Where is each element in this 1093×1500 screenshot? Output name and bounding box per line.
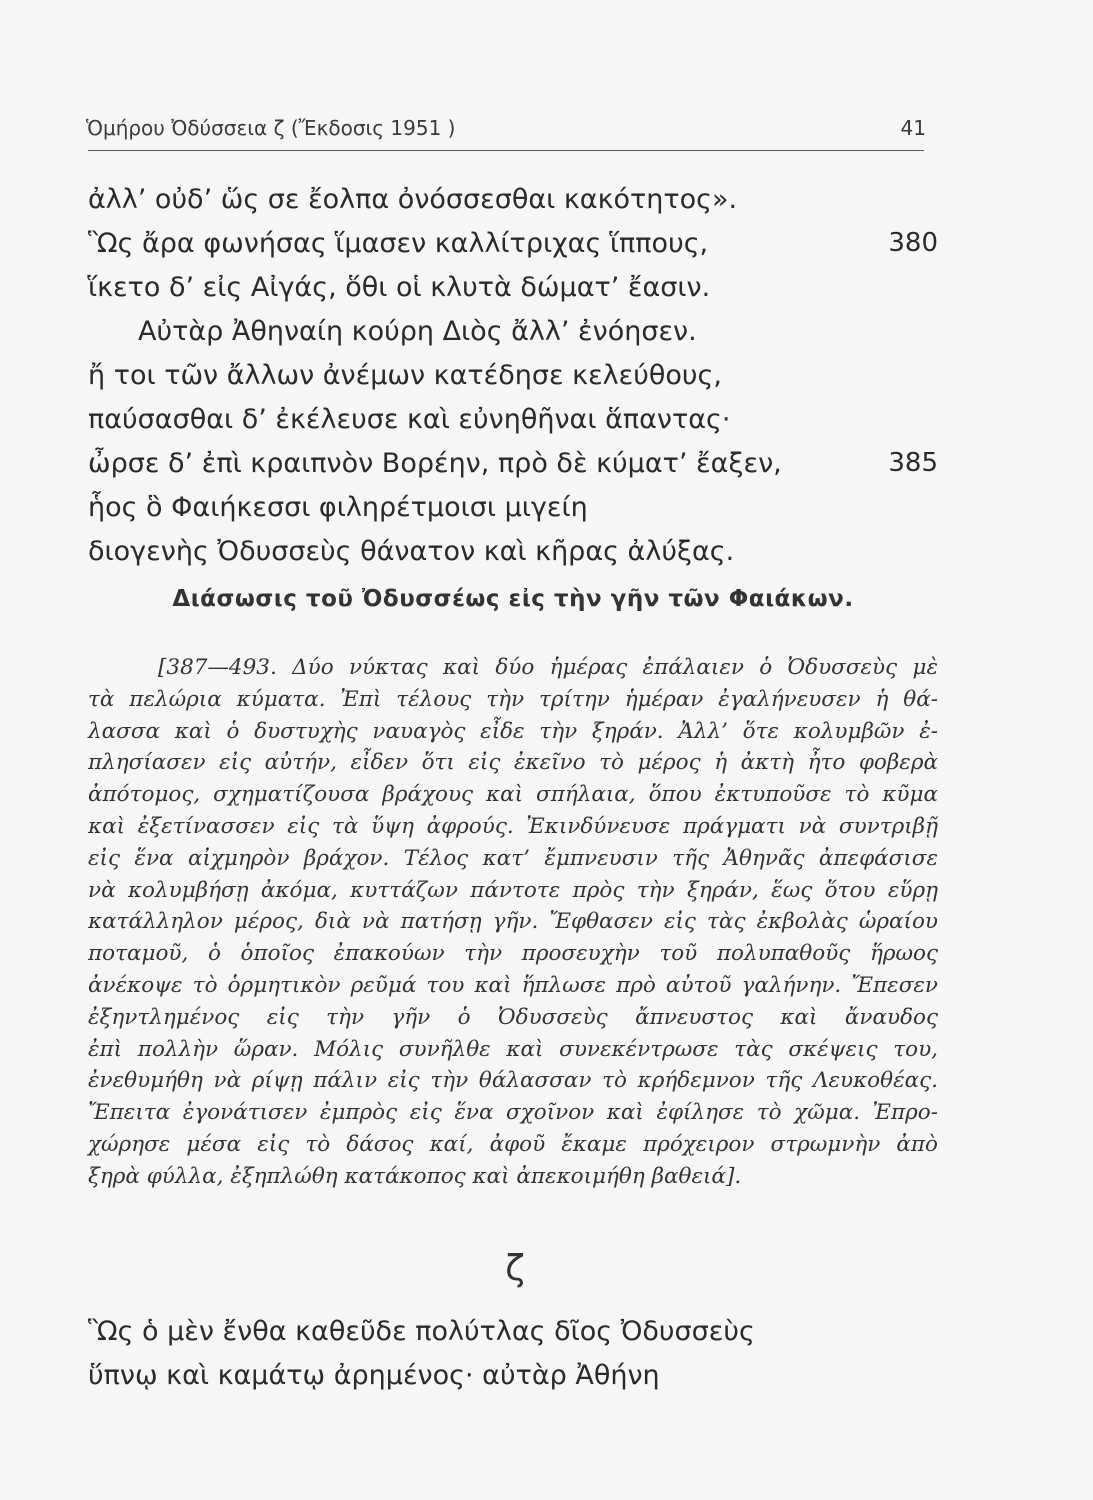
summary-line: χώρησε μέσα εἰς τὸ δάσος καί, ἀφοῦ ἔκαμε πρόχειρον στρωμνὴν ἀπὸ — [88, 1131, 938, 1157]
verse-line — [88, 1360, 938, 1391]
verse-line — [88, 228, 938, 259]
book-letter: ζ — [505, 1248, 525, 1289]
summary-line: ποταμοῦ, ὁ ὁποῖος ἐπακούων τὴν προσευχὴν τοῦ πολυπαθοῦς ἥρωος — [88, 941, 938, 967]
summary-line: ξηρὰ φύλλα, ἐξηπλώθη κατάκοπος καὶ ἀπεκοιμήθη βαθειά]. — [88, 1163, 742, 1189]
verse-text: διογενὴς Ὀδυσσεὺς θάνατον καὶ κῆρας ἀλύξας. — [88, 536, 735, 567]
verse-line — [88, 316, 988, 347]
summary-line: ἐπὶ πολλὴν ὥραν. Μόλις συνῆλθε καὶ συνεκέντρωσε τὰς σκέψεις του, — [88, 1036, 938, 1062]
summary-line: τὰ πελώρια κύματα. Ἐπὶ τέλους τὴν τρίτην ἡμέραν ἐγαλήνευσεν ἡ θά- — [88, 686, 938, 712]
verse-text: παύσασθαι δ’ ἐκέλευσε καὶ εὐνηθῆναι ἅπαντας· — [88, 404, 731, 435]
summary-line: ἀπότομος, σχηματίζουσα βράχους καὶ σπήλαια, ὅπου ἐκτυποῦσε τὸ κῦμα — [88, 782, 938, 808]
summary-line: ἐξηντλημένος εἰς τὴν γῆν ὁ Ὀδυσσεὺς ἄπνευστος καὶ ἄναυδος — [88, 1004, 938, 1030]
verse-text: ἀλλ’ οὐδ’ ὥς σε ἔολπα ὀνόσσεσθαι κακότητος». — [88, 184, 738, 215]
summary-paragraph — [88, 652, 938, 1193]
verse-line — [88, 492, 938, 523]
verse-number: 385 — [888, 448, 938, 478]
verse-text: ὦρσε δ’ ἐπὶ κραιπνὸν Βορέην, πρὸ δὲ κύματ’ ἔαξεν, — [88, 448, 782, 479]
verse-line — [88, 184, 938, 215]
verse-text: ἧος ὃ Φαιήκεσσι φιληρέτμοισι μιγείη — [88, 492, 588, 523]
verse-line — [88, 1316, 938, 1347]
summary-line: εἰς ἕνα αἰχμηρὸν βράχον. Τέλος κατ’ ἔμπνευσιν τῆς Ἀθηνᾶς ἀπεφάσισε — [88, 845, 938, 871]
summary-line: Ἔπειτα ἐγονάτισεν ἐμπρὸς εἰς ἕνα σχοῖνον καὶ ἐφίλησε τὸ χῶμα. Ἐπρο- — [88, 1100, 938, 1126]
verse-line — [88, 448, 938, 479]
verse-text: ἵκετο δ’ εἰς Αἰγάς, ὅθι οἱ κλυτὰ δώματ’ ἔασιν. — [88, 272, 711, 303]
verse-line — [88, 536, 938, 567]
verse-text: Ὣς ὁ μὲν ἔνθα καθεῦδε πολύτλας δῖος Ὀδυσσεὺς — [88, 1316, 755, 1347]
verse-number: 380 — [888, 228, 938, 258]
verse-text: Ὣς ἄρα φωνήσας ἵμασεν καλλίτριχας ἵππους, — [88, 228, 709, 259]
running-title: Ὁμήρου Ὀδύσσεια ζ (Ἔκδοσις 1951 ) — [86, 116, 456, 140]
page-number: 41 — [900, 116, 926, 140]
summary-line: νὰ κολυμβήσῃ ἀκόμα, κυττάζων πάντοτε πρὸς τὴν ξηράν, ἕως ὅτου εὕρῃ — [88, 877, 938, 903]
verse-text: ἤ τοι τῶν ἄλλων ἀνέμων κατέδησε κελεύθους, — [88, 360, 722, 391]
summary-line: κατάλληλον μέρος, διὰ νὰ πατήσῃ γῆν. Ἔφθασεν εἰς τὰς ἐκβολὰς ὡραίου — [88, 909, 938, 935]
summary-line: ἀνέκοψε τὸ ὁρμητικὸν ρεῦμά του καὶ ἥπλωσε πρὸ αὐτοῦ γαλήνην. Ἔπεσεν — [88, 972, 938, 998]
summary-line: λασσα καὶ ὁ δυστυχὴς ναυαγὸς εἶδε τὴν ξηράν. Ἀλλ’ ὅτε κολυμβῶν ἐ- — [88, 718, 938, 744]
verse-text: ὕπνῳ καὶ καμάτῳ ἀρημένος· αὐτὰρ Ἀθήνη — [88, 1360, 660, 1391]
summary-line: πλησίασεν εἰς αὐτήν, εἶδεν ὅτι εἰς ἐκεῖνο τὸ μέρος ἡ ἀκτὴ ἦτο φοβερὰ — [88, 750, 938, 776]
header-rule — [88, 150, 924, 151]
verse-text: Αὐτὰρ Ἀθηναίη κούρη Διὸς ἄλλ’ ἐνόησεν. — [138, 316, 697, 347]
verse-line — [88, 404, 938, 435]
summary-line: καὶ ἐξετίνασσεν εἰς τὰ ὕψη ἀφρούς. Ἐκινδύνευσε πράγματι νὰ συντριβῇ — [88, 813, 938, 839]
summary-line: [387—493. Δύο νύκτας καὶ δύο ἡμέρας ἐπάλαιεν ὁ Ὀδυσσεὺς μὲ — [158, 655, 938, 680]
section-heading: Διάσωσις τοῦ Ὀδυσσέως εἰς τὴν γῆν τῶν Φαιάκων. — [172, 586, 854, 612]
verse-line — [88, 360, 938, 391]
summary-line: ἐνεθυμήθη νὰ ρίψῃ πάλιν εἰς τὴν θάλασσαν τὸ κρήδεμνον τῆς Λευκοθέας. — [88, 1068, 938, 1094]
running-header — [86, 116, 926, 140]
verse-line — [88, 272, 938, 303]
